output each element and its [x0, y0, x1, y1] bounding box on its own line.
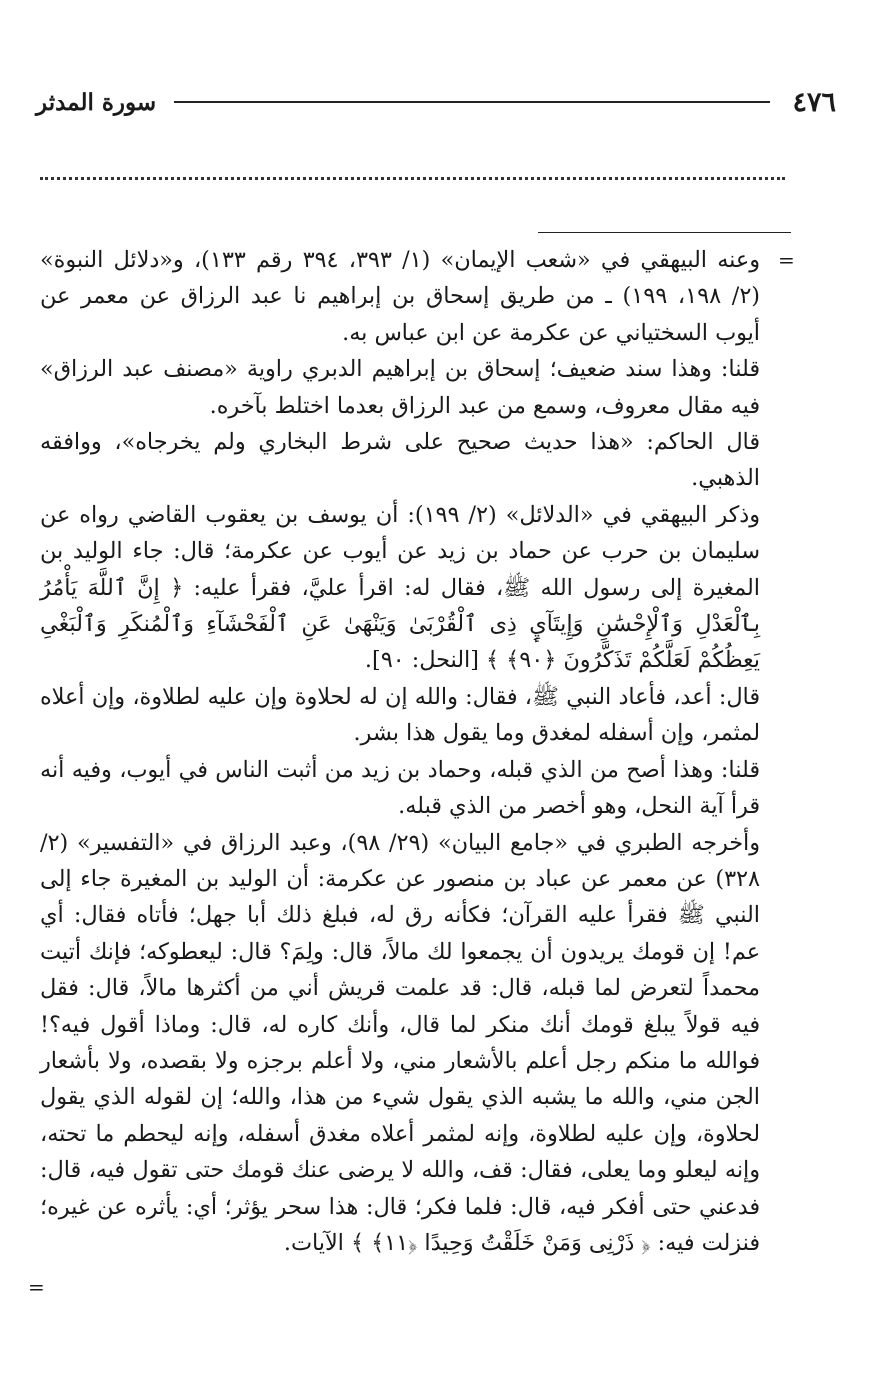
- continuation-mark-top: =: [778, 248, 795, 272]
- page-number: ٤٧٦: [792, 86, 836, 118]
- footnote-body: [40, 242, 760, 1261]
- paragraph-6: قلنا: وهذا أصح من الذي قبله، وحماد بن زيد من أثبت الناس في أيوب، وفيه أنه قرأ آية النحل، وهو أخصر من الذي قبله.: [40, 756, 760, 820]
- paragraph-3: قال الحاكم: «هذا حديث صحيح على شرط البخاري ولم يخرجاه»، ووافقه الذهبي.: [40, 429, 760, 492]
- paragraph-4: وذكر البيهقي في «الدلائل» (٢/ ١٩٩): أن يوسف بن يعقوب القاضي رواه عن سليمان بن حرب عن حماد بن زيد عن أيوب عن عكرمة؛ قال: جاء الوليد بن المغيرة إلى رسول الله ﷺ، فقال له: اقرأ عليَّ، فقرأ عليه: ﴿ إِنَّ ٱللَّهَ يَأْمُرُ بِٱلْعَدْلِ وَٱلْإِحْسَٰنِ وَإِيتَآيِٕ ذِى ٱلْقُرْبَىٰ وَيَنْهَىٰ عَنِ ٱلْفَحْشَآءِ وَٱلْمُنكَرِ وَٱلْبَغْىِ يَعِظُكُمْ لَعَلَّكُمْ تَذَكَّرُونَ ﴿٩٠﴾ ﴾ [النحل: ٩٠].: [40, 501, 760, 674]
- surah-title: سورة المدثر: [36, 88, 157, 116]
- header-rule: [174, 101, 770, 103]
- paragraph-1: وعنه البيهقي في «شعب الإيمان» (١/ ٣٩٣، ٣٩٤ رقم ١٣٣)، و«دلائل النبوة» (٢/ ١٩٨، ١٩٩) ـ من طريق إسحاق بن إبراهيم نا عبد الرزاق عن معمر عن أيوب السختياني عن عكرمة عن ابن عباس به.: [40, 247, 760, 346]
- paragraph-5: قال: أعد، فأعاد النبي ﷺ، فقال: والله إن له لحلاوة وإن عليه لطلاوة، وإن أعلاه لمثمر، وإن أسفله لمغدق وما يقول هذا بشر.: [40, 683, 760, 747]
- page-header: [36, 82, 836, 122]
- continuation-mark-bottom: =: [28, 1275, 45, 1299]
- paragraph-7: وأخرجه الطبري في «جامع البيان» (٢٩/ ٩٨)، وعبد الرزاق في «التفسير» (٢/ ٣٢٨) عن معمر عن عباد بن منصور عن عكرمة: أن الوليد بن المغيرة جاء إلى النبي ﷺ فقرأ عليه القرآن؛ فكأنه رق له، فبلغ ذلك أبا جهل؛ فأتاه فقال: أي عم! إن قومك يريدون أن يجمعوا لك مالاً، قال: ولِمَ؟ قال: ليعطوكه؛ فإنك أتيت محمداً لتعرض لما قبله، قال: قد علمت قريش أني من أكثرها مالاً، قال: فقل فيه قولاً يبلغ قومك أنك منكر لما قال، وأنك كاره له، قال: وماذا أقول فيه؟! فوالله ما منكم رجل أعلم بالأشعار مني، ولا أعلم برجزه ولا بقصده، ولا بأشعار الجن مني، والله ما يشبه الذي يقول شيء من هذا، والله؛ إن لقوله الذي يقول لحلاوة، وإن عليه لطلاوة، وإنه لمثمر أعلاه مغدق أسفله، وإنه ليحطم ما تحته، وإنه ليعلو وما يعلى، فقال: قف، والله لا يرضى عنك قومك حتى تقول فيه، قال: فدعني حتى أفكر فيه، قال: فلما فكر؛ قال: هذا سحر يؤثر؛ أي: يأثره عن غيره؛ فنزلت فيه: ﴿ ذَرْنِى وَمَنْ خَلَقْتُ وَحِيدًا ﴿١١﴾ ﴾ الآيات.: [40, 829, 760, 1256]
- dotted-separator: [40, 177, 785, 180]
- footnote-separator: [538, 232, 791, 233]
- paragraph-2: قلنا: وهذا سند ضعيف؛ إسحاق بن إبراهيم الدبري راوية «مصنف عبد الرزاق» فيه مقال معروف، وسمع من عبد الرزاق بعدما اختلط بآخره.: [40, 356, 760, 419]
